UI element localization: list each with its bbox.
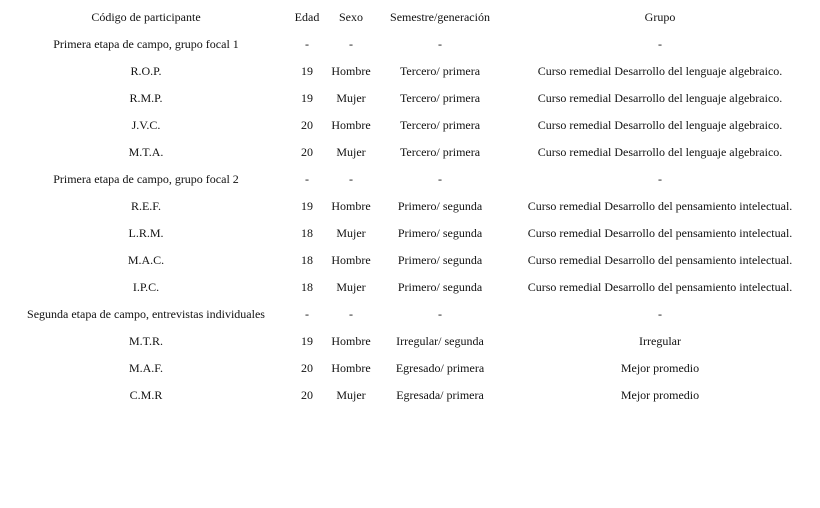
cell-sex: Hombre: [331, 118, 371, 132]
cell-code: L.R.M.: [128, 226, 164, 240]
cell-group: Curso remedial Desarrollo del lenguaje algebraico.: [537, 145, 783, 159]
cell-sex: Mujer: [336, 145, 366, 159]
cell-code: M.T.A.: [128, 145, 164, 159]
cell-code: J.V.C.: [131, 118, 161, 132]
cell-code: I.P.C.: [132, 280, 160, 294]
cell-sex: -: [349, 172, 353, 186]
cell-code: Primera etapa de campo, grupo focal 2: [53, 172, 239, 186]
table-row: [0, 274, 820, 301]
table-row: [0, 139, 820, 166]
cell-group: Curso remedial Desarrollo del lenguaje algebraico.: [537, 118, 783, 132]
table-row: [0, 328, 820, 355]
cell-semester: -: [438, 307, 442, 321]
table-row: [0, 193, 820, 220]
cell-sex: -: [349, 307, 353, 321]
table-row: [0, 85, 820, 112]
header-age: Edad: [294, 10, 320, 24]
table-row: [0, 166, 820, 193]
cell-sex: Hombre: [331, 334, 371, 348]
cell-group: Curso remedial Desarrollo del lenguaje algebraico.: [537, 64, 783, 78]
table-row: [0, 112, 820, 139]
cell-code: R.M.P.: [129, 91, 163, 105]
cell-code: Primera etapa de campo, grupo focal 1: [53, 37, 239, 51]
cell-code: Segunda etapa de campo, entrevistas individuales: [27, 307, 265, 321]
cell-age: 20: [301, 361, 313, 375]
cell-sex: Mujer: [336, 226, 366, 240]
table-row: [0, 58, 820, 85]
cell-sex: Hombre: [331, 199, 371, 213]
cell-age: 20: [301, 118, 313, 132]
cell-semester: Primero/ segunda: [397, 280, 483, 294]
cell-semester: Tercero/ primera: [399, 118, 481, 132]
cell-group: Irregular: [639, 334, 681, 348]
cell-age: -: [305, 172, 309, 186]
cell-age: 20: [301, 145, 313, 159]
cell-semester: Egresado/ primera: [395, 361, 485, 375]
cell-group: Mejor promedio: [620, 388, 700, 402]
cell-semester: -: [438, 172, 442, 186]
cell-semester: Irregular/ segunda: [396, 334, 484, 348]
header-group: Grupo: [644, 10, 676, 24]
cell-semester: Primero/ segunda: [397, 253, 483, 267]
cell-age: 18: [301, 253, 313, 267]
cell-code: R.E.F.: [130, 199, 162, 213]
cell-sex: Mujer: [336, 388, 366, 402]
table-row: [0, 355, 820, 382]
table-row: [0, 220, 820, 247]
cell-semester: Tercero/ primera: [399, 145, 481, 159]
cell-code: C.M.R: [129, 388, 163, 402]
cell-age: 20: [301, 388, 313, 402]
cell-group: -: [658, 37, 662, 51]
cell-semester: Tercero/ primera: [399, 91, 481, 105]
cell-group: Curso remedial Desarrollo del lenguaje algebraico.: [537, 91, 783, 105]
cell-age: 19: [301, 199, 313, 213]
cell-group: Mejor promedio: [620, 361, 700, 375]
cell-group: Curso remedial Desarrollo del pensamiento intelectual.: [527, 226, 793, 240]
cell-age: 19: [301, 334, 313, 348]
cell-sex: -: [349, 37, 353, 51]
participants-table: [0, 4, 820, 409]
cell-sex: Hombre: [331, 253, 371, 267]
cell-group: Curso remedial Desarrollo del pensamiento intelectual.: [527, 280, 793, 294]
table-row: [0, 247, 820, 274]
cell-age: 18: [301, 226, 313, 240]
table-header-row: [0, 4, 820, 31]
table-row: [0, 382, 820, 409]
cell-age: 19: [301, 64, 313, 78]
cell-code: M.A.C.: [127, 253, 165, 267]
cell-age: -: [305, 307, 309, 321]
cell-semester: -: [438, 37, 442, 51]
cell-sex: Hombre: [331, 64, 371, 78]
cell-code: M.T.R.: [128, 334, 164, 348]
cell-age: -: [305, 37, 309, 51]
table-row: [0, 301, 820, 328]
cell-group: -: [658, 172, 662, 186]
cell-age: 19: [301, 91, 313, 105]
cell-semester: Primero/ segunda: [397, 199, 483, 213]
header-sex: Sexo: [339, 10, 363, 24]
cell-semester: Primero/ segunda: [397, 226, 483, 240]
cell-code: M.A.F.: [128, 361, 164, 375]
header-semester: Semestre/generación: [390, 10, 490, 24]
cell-sex: Hombre: [331, 361, 371, 375]
cell-group: Curso remedial Desarrollo del pensamiento intelectual.: [527, 199, 793, 213]
table-row: [0, 31, 820, 58]
cell-semester: Egresada/ primera: [396, 388, 484, 402]
cell-code: R.O.P.: [130, 64, 162, 78]
cell-group: -: [658, 307, 662, 321]
cell-group: Curso remedial Desarrollo del pensamiento intelectual.: [527, 253, 793, 267]
cell-sex: Mujer: [336, 91, 366, 105]
header-code: Código de participante: [91, 10, 201, 24]
cell-semester: Tercero/ primera: [399, 64, 481, 78]
cell-sex: Mujer: [336, 280, 366, 294]
cell-age: 18: [301, 280, 313, 294]
